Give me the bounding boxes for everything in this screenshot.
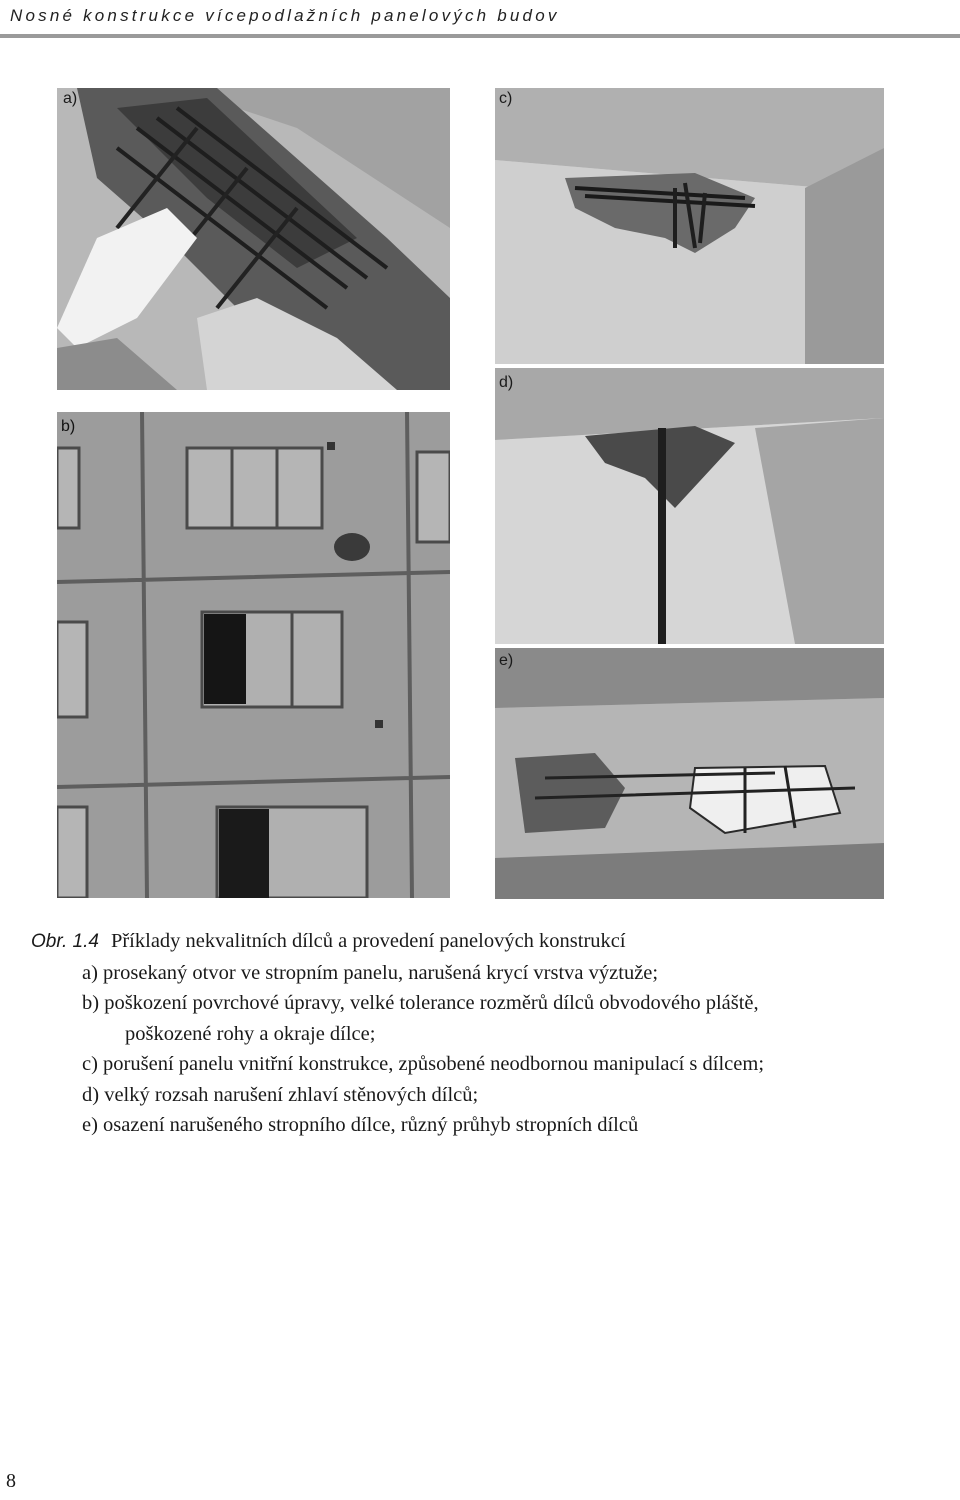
- panel-label-d: d): [499, 374, 514, 391]
- figure-number: Obr. 1.4: [31, 931, 99, 952]
- figure-caption: [31, 926, 941, 1141]
- caption-item-d: d) velký rozsah narušení zhlaví stěnových dílců;: [82, 1083, 479, 1106]
- panel-label-c: c): [499, 90, 513, 107]
- photo-b-building-facade: [57, 412, 450, 898]
- panel-label-e: e): [499, 652, 514, 669]
- caption-item-a: a) prosekaný otvor ve stropním panelu, narušená krycí vrstva výztuže;: [82, 961, 659, 984]
- caption-item-b: b) poškození povrchové úpravy, velké tolerance rozměrů dílců obvodového pláště,: [82, 992, 759, 1014]
- caption-item-c: c) porušení panelu vnitřní konstrukce, způsobené neodbornou manipulací s dílcem;: [82, 1053, 765, 1075]
- page-number: 8: [6, 1470, 16, 1492]
- caption-item-e: e) osazení narušeného stropního dílce, různý průhyb stropních dílců: [82, 1114, 639, 1136]
- header-rule: [0, 34, 960, 38]
- panel-label-a: a): [63, 90, 78, 107]
- caption-title: Příklady nekvalitních dílců a provedení panelových konstrukcí: [110, 930, 626, 952]
- photo-d-wall-heads: [495, 368, 884, 644]
- photo-e-damaged-ceiling-panel: [495, 648, 884, 899]
- photo-a-ceiling-opening: [57, 88, 450, 390]
- running-title: Nosné konstrukce vícepodlažních panelových budov: [10, 6, 560, 25]
- caption-item-b-continued: poškozené rohy a okraje dílce;: [125, 1022, 376, 1045]
- panel-label-b: b): [61, 418, 76, 435]
- photo-c-damaged-panel: [495, 88, 884, 364]
- caption-title-line: [31, 926, 941, 958]
